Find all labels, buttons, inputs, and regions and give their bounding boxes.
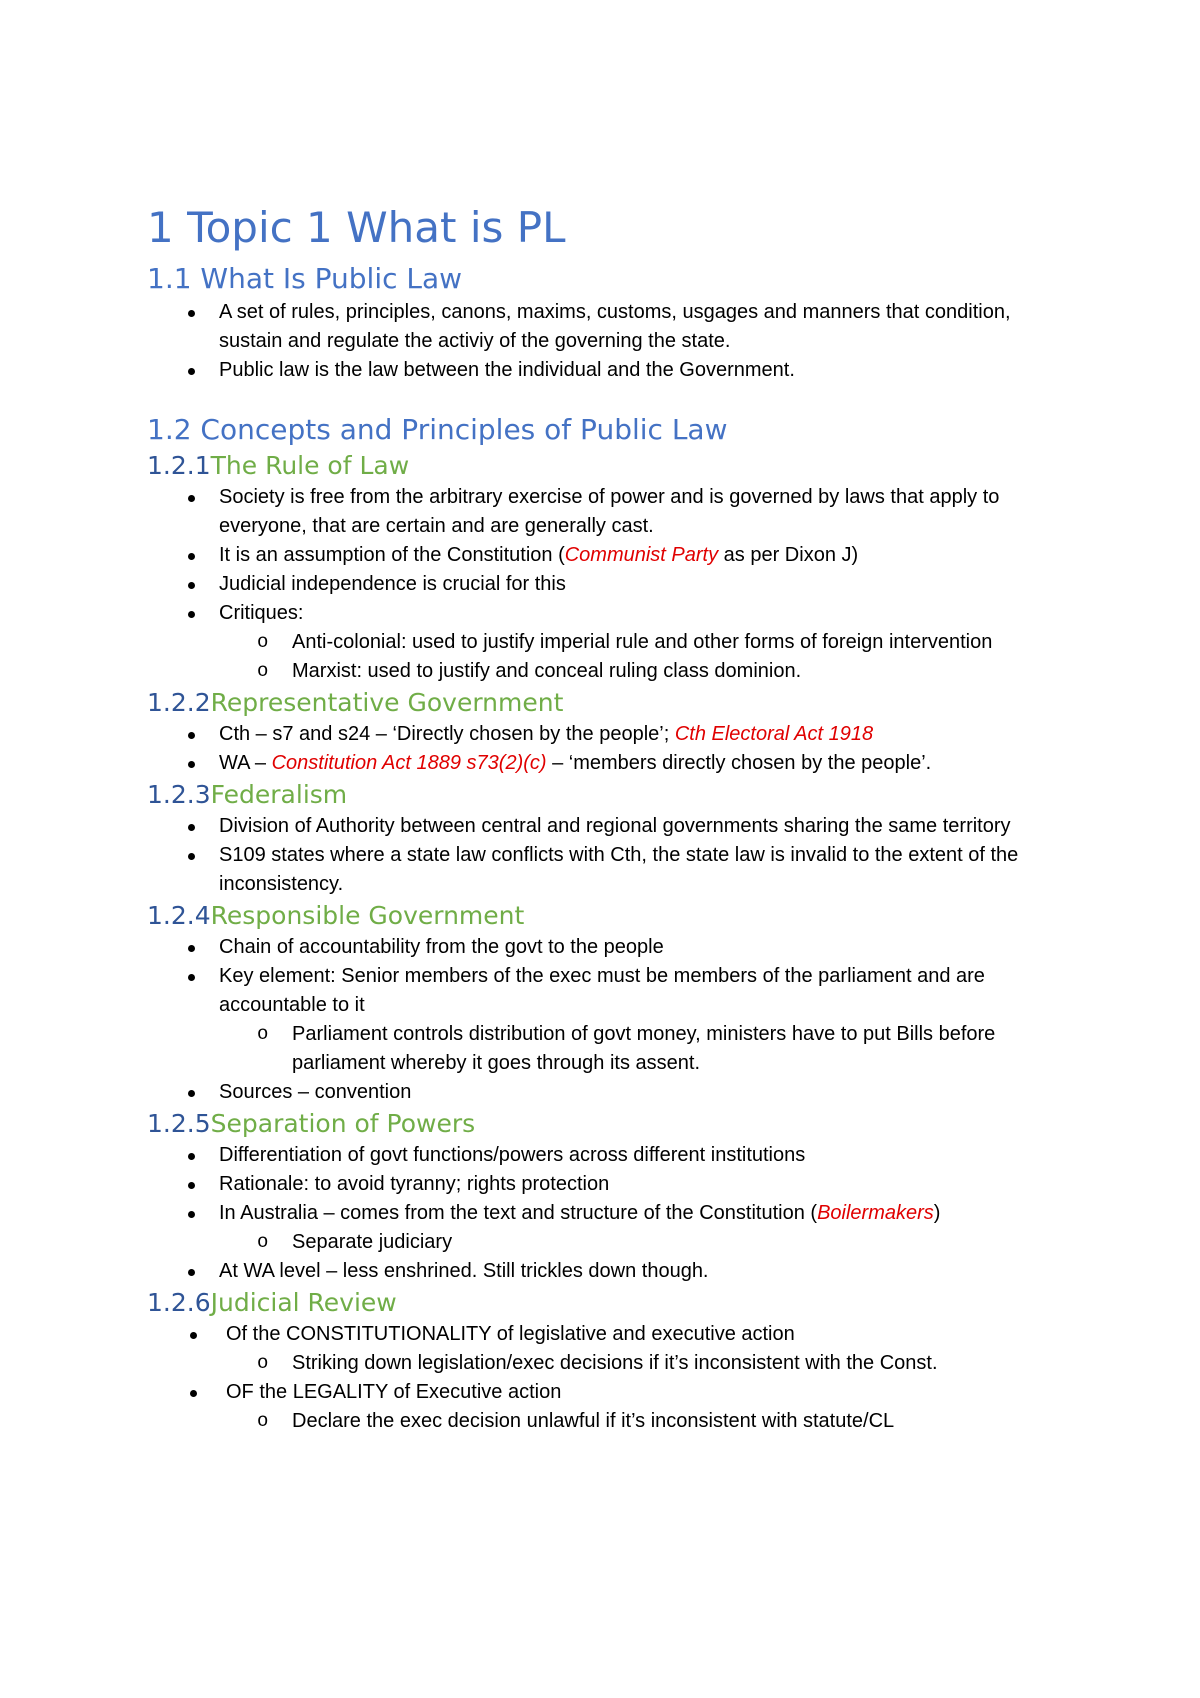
sub-list-item: o Separate judiciary bbox=[147, 1228, 1077, 1257]
sub-list-item: o Declare the exec decision unlawful if it’s inconsistent with statute/CL bbox=[147, 1407, 1077, 1436]
list-item: Of the CONSTITUTIONALITY of legislative and executive action bbox=[147, 1320, 1077, 1349]
list-item: Differentiation of govt functions/powers across different institutions bbox=[147, 1141, 1077, 1170]
sub-list-item: o Anti-colonial: used to justify imperial rule and other forms of foreign intervention bbox=[147, 628, 1077, 657]
heading-title: Representative Government bbox=[210, 688, 564, 717]
text-run: In Australia – comes from the text and structure of the Constitution ( bbox=[219, 1202, 818, 1224]
list-item: Key element: Senior members of the exec must be members of the parliament and are accountable to it bbox=[147, 962, 1077, 1020]
heading-number: 1.2.1 bbox=[147, 451, 211, 480]
text-run: WA – bbox=[219, 752, 272, 774]
list-item: Rationale: to avoid tyranny; rights protection bbox=[147, 1170, 1077, 1199]
list-1-2-4 bbox=[147, 933, 1077, 1107]
list-item: OF the LEGALITY of Executive action bbox=[147, 1378, 1077, 1407]
case-reference: Boilermakers bbox=[817, 1202, 934, 1224]
page-title: 1 Topic 1 What is PL bbox=[147, 203, 566, 252]
list-1-1 bbox=[147, 298, 1077, 385]
list-item: Public law is the law between the individual and the Government. bbox=[147, 356, 1077, 385]
list-item bbox=[147, 720, 1077, 749]
list-item: Chain of accountability from the govt to the people bbox=[147, 933, 1077, 962]
text-run: It is an assumption of the Constitution ( bbox=[219, 544, 565, 566]
heading-number: 1.2.6 bbox=[147, 1288, 211, 1317]
heading-1-2-4 bbox=[147, 899, 1077, 933]
list-item: Judicial independence is crucial for this bbox=[147, 570, 1077, 599]
text-run: as per Dixon J) bbox=[718, 544, 859, 566]
act-reference: Cth Electoral Act 1918 bbox=[674, 723, 874, 745]
list-1-2-2 bbox=[147, 720, 1077, 778]
document-body bbox=[147, 196, 1077, 1436]
heading-number: 1.2.3 bbox=[147, 780, 211, 809]
list-1-2-5 bbox=[147, 1141, 1077, 1286]
list-item: At WA level – less enshrined. Still trickles down though. bbox=[147, 1257, 1077, 1286]
heading-1-2-5 bbox=[147, 1107, 1077, 1141]
list-item: Society is free from the arbitrary exercise of power and is governed by laws that apply to everyone, that are certain and are generally cast. bbox=[147, 483, 1077, 541]
heading-title: Responsible Government bbox=[210, 901, 525, 930]
heading-1-2-1 bbox=[147, 449, 1077, 483]
heading-1-1: 1.1 What Is Public Law bbox=[147, 262, 463, 295]
list-1-2-6 bbox=[147, 1320, 1077, 1436]
case-reference: Communist Party bbox=[564, 544, 719, 566]
list-item: A set of rules, principles, canons, maxims, customs, usgages and manners that condition, sustain and regulate the activiy of the governing the state. bbox=[147, 298, 1077, 356]
heading-title: Judicial Review bbox=[210, 1288, 397, 1317]
heading-1-2-6 bbox=[147, 1286, 1077, 1320]
heading-number: 1.2.5 bbox=[147, 1109, 211, 1138]
heading-title: The Rule of Law bbox=[210, 451, 410, 480]
list-item bbox=[147, 749, 1077, 778]
list-item: S109 states where a state law conflicts with Cth, the state law is invalid to the extent of the inconsistency. bbox=[147, 841, 1077, 899]
list-1-2-3 bbox=[147, 812, 1077, 899]
act-reference: Constitution Act 1889 s73(2)(c) bbox=[271, 752, 547, 774]
heading-title: Separation of Powers bbox=[210, 1109, 476, 1138]
list-item: Division of Authority between central and regional governments sharing the same territory bbox=[147, 812, 1077, 841]
list-item bbox=[147, 541, 1077, 570]
heading-title: Federalism bbox=[210, 780, 348, 809]
heading-1-2-2 bbox=[147, 686, 1077, 720]
sub-list-item: o Striking down legislation/exec decisions if it’s inconsistent with the Const. bbox=[147, 1349, 1077, 1378]
list-item: Critiques: bbox=[147, 599, 1077, 628]
sub-list-item: o Marxist: used to justify and conceal ruling class dominion. bbox=[147, 657, 1077, 686]
sub-list-item: o Parliament controls distribution of govt money, ministers have to put Bills before parliament whereby it goes through its assent. bbox=[147, 1020, 1077, 1078]
list-1-2-1 bbox=[147, 483, 1077, 686]
text-run: – ‘members directly chosen by the people’. bbox=[546, 752, 932, 774]
text-run: ) bbox=[933, 1202, 941, 1224]
list-item bbox=[147, 1199, 1077, 1228]
heading-1-2-3 bbox=[147, 778, 1077, 812]
heading-number: 1.2.4 bbox=[147, 901, 211, 930]
heading-number: 1.2.2 bbox=[147, 688, 211, 717]
text-run: Cth – s7 and s24 – ‘Directly chosen by the people’; bbox=[219, 723, 675, 745]
heading-1-2: 1.2 Concepts and Principles of Public Law bbox=[147, 413, 728, 446]
list-item: Sources – convention bbox=[147, 1078, 1077, 1107]
